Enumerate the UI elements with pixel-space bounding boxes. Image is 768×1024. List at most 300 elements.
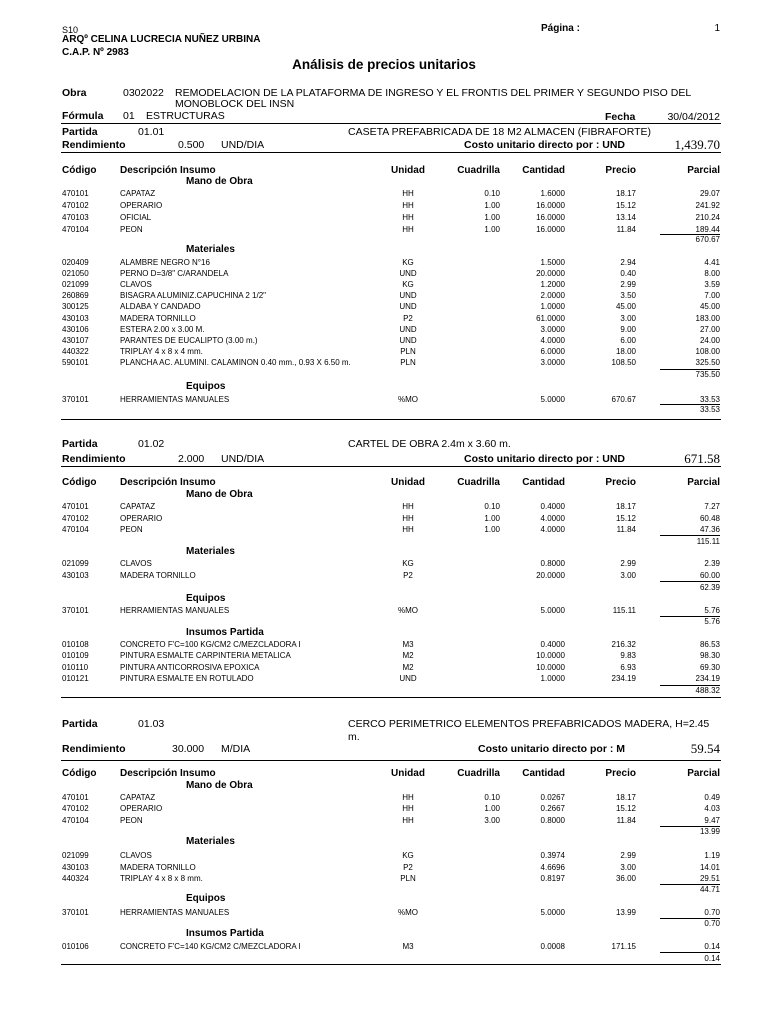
item-parcial: 98.30 [699,651,720,661]
item-cantidad: 1.0000 [540,674,565,684]
item-cantidad: 4.0000 [540,525,565,534]
rendimiento-label: Rendimiento [62,743,126,755]
item-description: PINTURA ESMALTE EN ROTULADO [120,674,254,684]
item-description: ESTERA 2.00 x 3.00 M. [120,324,205,334]
item-precio: 108.50 [611,357,636,367]
item-cantidad: 0.0267 [540,793,565,802]
item-parcial: 2.39 [704,559,720,568]
item-precio: 0.40 [620,269,636,279]
item-precio: 18.17 [615,189,636,198]
item-description: PEON [120,225,143,234]
item-description: PINTURA ANTICORROSIVA EPOXICA [120,662,260,672]
rendimiento-label: Rendimiento [62,139,126,151]
item-unit: P2 [403,862,413,872]
table-row [0,514,768,524]
item-description: OPERARIO [120,513,163,523]
item-parcial: 3.59 [704,280,720,290]
item-unit: HH [402,502,414,511]
table-row [0,804,768,814]
item-precio: 3.00 [620,313,636,323]
item-description: HERRAMIENTAS MANUALES [120,606,230,615]
item-precio: 216.32 [611,640,636,649]
item-unit: KG [402,258,414,267]
partida-code: 01.03 [138,718,165,730]
col-parcial: Parcial [687,477,720,488]
partida-code: 01.02 [138,438,165,450]
cap-number: C.A.P. Nº 2983 [62,47,129,58]
table-row [0,258,768,268]
item-precio: 3.50 [620,291,636,301]
item-cantidad: 10.0000 [536,662,565,672]
item-unit: KG [402,559,414,568]
item-description: PERNO D=3/8" C/ARANDELA [120,269,229,279]
item-description: OPERARIO [120,804,163,814]
partida-name: CARTEL DE OBRA 2.4m x 3.60 m. [348,438,511,450]
item-cuadrilla: 1.00 [484,804,500,814]
item-code: 470104 [62,525,89,534]
item-cantidad: 5.0000 [540,395,565,404]
item-unit: UND [399,291,417,301]
divider [61,964,721,965]
item-unit: HH [402,793,414,802]
item-parcial: 9.47 [704,815,720,825]
item-precio: 115.11 [612,606,636,615]
item-cantidad: 5.0000 [540,606,565,615]
rendimiento-unit: M/DIA [221,743,251,755]
item-parcial: 325.50 [695,357,720,367]
item-code: 010109 [62,651,89,661]
page-title: Análisis de precios unitarios [292,57,476,72]
item-parcial: 60.48 [699,513,720,523]
partida-name-line1: CERCO PERIMETRICO ELEMENTOS PREFABRICADOS MADERA, H=2.45 [348,718,710,730]
item-unit: HH [402,525,414,534]
item-parcial: 4.03 [704,804,720,814]
divider [61,760,721,761]
item-description: CLAVOS [120,280,152,290]
subtotal-mano-obra: 115.11 [696,537,720,546]
col-cuadrilla: Cuadrilla [457,477,500,488]
item-unit: UND [399,674,417,684]
rendimiento-value: 0.500 [178,139,205,151]
rendimiento-unit: UND/DIA [221,453,265,465]
item-description: CONCRETO F'C=100 KG/CM2 C/MEZCLADORA I [120,640,301,649]
col-precio: Precio [605,768,636,779]
item-code: 021099 [62,559,89,568]
item-code: 440322 [62,346,89,356]
group-materiales: Materiales [186,244,235,255]
item-parcial: 5.76 [704,606,720,615]
item-cantidad: 5.0000 [540,908,565,917]
item-precio: 18.17 [615,502,636,511]
table-row [0,291,768,301]
costo-label: Costo unitario directo por : M [478,743,625,755]
subtotal-equipos: 0.70 [704,919,720,928]
group-equipos: Equipos [186,381,226,392]
item-description: MADERA TORNILLO [120,313,196,323]
item-unit: P2 [403,570,413,580]
item-cuadrilla: 0.10 [484,502,500,511]
item-code: 021050 [62,269,89,279]
item-code: 370101 [62,395,89,404]
item-code: 370101 [62,908,89,917]
item-description: CAPATAZ [120,502,156,511]
rendimiento-value: 30.000 [172,743,205,755]
item-parcial: 14.01 [699,862,720,872]
item-parcial: 45.00 [699,302,720,312]
subtotal-materiales: 735.50 [695,370,720,379]
obra-code: 0302022 [123,87,164,99]
group-mano-obra: Mano de Obra [186,489,253,500]
item-precio: 2.99 [620,280,636,290]
item-unit: HH [402,804,414,814]
item-precio: 11.84 [616,525,636,534]
fecha-value: 30/04/2012 [667,111,720,123]
item-parcial: 4.41 [704,258,720,267]
col-cuadrilla: Cuadrilla [457,165,500,176]
obra-label: Obra [62,87,87,99]
item-parcial: 8.00 [704,269,720,279]
item-description: TRIPLAY 4 x 8 x 4 mm. [120,346,203,356]
costo-value: 671.58 [684,451,720,466]
item-cuadrilla: 3.00 [484,815,500,825]
table-row [0,525,768,535]
col-codigo: Código [62,165,97,176]
subtotal-mano-obra: 13.99 [699,827,720,836]
item-precio: 11.84 [616,225,636,234]
item-description: PLANCHA AC. ALUMINI. CALAMINON 0.40 mm., 0.93 X 6.50 m. [120,357,351,367]
item-precio: 3.00 [620,570,636,580]
table-row [0,347,768,357]
item-precio: 234.19 [611,674,636,684]
item-unit: %MO [398,395,418,404]
col-cuadrilla: Cuadrilla [457,768,500,779]
item-parcial: 69.30 [699,662,720,672]
table-row [0,269,768,279]
table-row [0,395,768,405]
item-precio: 6.00 [620,335,636,345]
table-row [0,336,768,346]
partida-label: Partida [62,718,98,730]
item-unit: HH [402,189,414,198]
table-row [0,651,768,661]
item-cuadrilla: 1.00 [484,201,500,210]
item-parcial: 183.00 [695,313,720,323]
item-cantidad: 16.0000 [536,213,565,222]
subtotal-materiales: 44.71 [699,885,720,894]
item-description: PARANTES DE EUCALIPTO (3.00 m.) [120,335,258,345]
item-unit: UND [399,302,417,312]
item-parcial: 1.19 [704,851,720,860]
item-cantidad: 3.0000 [540,324,565,334]
page-label: Página : [541,23,580,34]
item-cantidad: 4.0000 [540,335,565,345]
item-parcial: 27.00 [699,324,720,334]
item-cantidad: 1.0000 [540,302,565,312]
item-unit: M2 [402,651,414,661]
item-cantidad: 20.0000 [536,269,565,279]
col-cantidad: Cantidad [522,477,565,488]
item-cuadrilla: 1.00 [484,513,500,523]
item-cantidad: 0.8197 [540,874,565,883]
item-parcial: 210.24 [695,213,720,222]
item-description: MADERA TORNILLO [120,570,196,580]
item-cantidad: 0.8000 [540,815,565,825]
item-cuadrilla: 1.00 [484,213,500,222]
divider [61,466,721,467]
software-code: S10 [62,25,79,35]
group-equipos: Equipos [186,593,226,604]
partida-code: 01.01 [138,126,165,138]
item-unit: PLN [400,346,416,356]
item-unit: %MO [398,606,418,615]
item-parcial: 0.70 [704,908,720,917]
item-code: 010121 [62,674,89,684]
item-code: 021099 [62,851,89,860]
item-code: 440324 [62,874,89,883]
fecha-label: Fecha [605,111,636,123]
item-cuadrilla: 1.00 [484,525,500,534]
item-precio: 6.93 [620,662,636,672]
item-cantidad: 16.0000 [536,225,565,234]
item-unit: %MO [398,908,418,917]
item-description: MADERA TORNILLO [120,862,196,872]
item-description: HERRAMIENTAS MANUALES [120,908,230,917]
item-code: 470102 [62,201,89,210]
item-description: CLAVOS [120,559,152,568]
subtotal-insumos-partida: 488.32 [695,686,720,695]
item-cuadrilla: 1.00 [484,225,500,234]
table-row [0,358,768,368]
item-code: 470101 [62,793,89,802]
table-row [0,942,768,952]
col-precio: Precio [605,165,636,176]
item-description: OFICIAL [120,213,152,222]
item-code: 370101 [62,606,89,615]
item-code: 430107 [62,335,89,345]
obra-description-line2: MONOBLOCK DEL INSN [175,98,295,110]
author-name: ARQº CELINA LUCRECIA NUÑEZ URBINA [62,34,261,45]
item-parcial: 33.53 [699,395,720,404]
item-precio: 18.00 [615,346,636,356]
item-parcial: 234.19 [695,674,720,684]
table-row [0,863,768,873]
table-row [0,663,768,673]
item-code: 021099 [62,280,89,290]
item-cantidad: 61.0000 [536,313,565,323]
item-parcial: 0.49 [704,793,720,802]
col-descripcion: Descripción Insumo [120,165,216,176]
item-description: HERRAMIENTAS MANUALES [120,395,230,404]
item-precio: 2.99 [620,851,636,860]
item-cantidad: 10.0000 [536,651,565,661]
group-mano-obra: Mano de Obra [186,176,253,187]
item-description: CAPATAZ [120,793,156,802]
col-unidad: Unidad [391,477,425,488]
item-code: 260869 [62,291,89,301]
item-cantidad: 6.0000 [540,346,565,356]
item-unit: HH [402,213,414,222]
item-cantidad: 0.2667 [540,804,565,814]
item-parcial: 47.36 [699,525,720,534]
item-code: 430106 [62,324,89,334]
item-code: 010110 [62,662,89,672]
item-cuadrilla: 0.10 [484,189,500,198]
item-cantidad: 1.5000 [540,258,565,267]
item-description: OPERARIO [120,201,163,210]
table-row [0,189,768,199]
item-description: CONCRETO F'C=140 KG/CM2 C/MEZCLADORA I [120,942,301,951]
col-precio: Precio [605,477,636,488]
partida-label: Partida [62,126,98,138]
rendimiento-label: Rendimiento [62,453,126,465]
table-row [0,559,768,569]
item-code: 470102 [62,513,89,523]
item-code: 470103 [62,213,89,222]
item-description: BISAGRA ALUMINIZ.CAPUCHINA 2 1/2" [120,291,266,301]
col-unidad: Unidad [391,768,425,779]
item-parcial: 86.53 [699,640,720,649]
item-cantidad: 3.0000 [540,357,565,367]
col-parcial: Parcial [687,165,720,176]
item-parcial: 241.92 [695,201,720,210]
item-code: 470101 [62,189,89,198]
divider [61,419,721,420]
table-row [0,816,768,826]
item-parcial: 29.51 [699,874,720,883]
table-row [0,851,768,861]
item-unit: UND [399,335,417,345]
formula-name: ESTRUCTURAS [146,110,225,122]
item-description: ALAMBRE NEGRO N°16 [120,258,210,267]
item-code: 590101 [62,357,89,367]
item-parcial: 60.00 [699,570,720,580]
item-description: CLAVOS [120,851,152,860]
obra-description-line1: REMODELACION DE LA PLATAFORMA DE INGRESO Y EL FRONTIS DEL PRIMER Y SEGUNDO PISO DEL [175,87,692,99]
item-code: 470104 [62,225,89,234]
item-precio: 670.67 [611,395,636,404]
divider [61,152,721,153]
item-precio: 18.17 [615,793,636,802]
table-row [0,793,768,803]
item-precio: 13.14 [615,213,636,222]
item-parcial: 7.00 [704,291,720,301]
item-unit: P2 [403,313,413,323]
item-code: 430103 [62,313,89,323]
item-cantidad: 0.4000 [540,502,565,511]
group-materiales: Materiales [186,836,235,847]
partida-name: CASETA PREFABRICADA DE 18 M2 ALMACEN (FIBRAFORTE) [348,126,652,138]
item-cantidad: 0.4000 [540,640,565,649]
item-unit: HH [402,815,414,825]
item-cantidad: 0.0008 [540,942,565,951]
subtotal-equipos: 5.76 [704,617,720,626]
group-materiales: Materiales [186,546,235,557]
item-precio: 13.99 [615,908,636,917]
item-code: 430103 [62,570,89,580]
item-precio: 2.94 [620,258,636,267]
item-parcial: 108.00 [695,346,720,356]
item-parcial: 189.44 [695,225,720,234]
table-row [0,874,768,884]
item-precio: 3.00 [620,862,636,872]
item-description: ALDABA Y CANDADO [120,302,201,312]
col-descripcion: Descripción Insumo [120,768,216,779]
item-precio: 15.12 [615,804,636,814]
table-row [0,225,768,235]
item-unit: PLN [400,357,416,367]
costo-label: Costo unitario directo por : UND [464,139,625,151]
costo-label: Costo unitario directo por : UND [464,453,625,465]
item-description: PEON [120,525,143,534]
table-row [0,314,768,324]
item-cantidad: 0.3974 [540,851,565,860]
item-code: 020409 [62,258,89,267]
item-description: TRIPLAY 4 x 8 x 8 mm. [120,874,203,883]
item-unit: UND [399,324,417,334]
item-parcial: 24.00 [699,335,720,345]
costo-value: 59.54 [690,741,720,756]
col-codigo: Código [62,768,97,779]
item-unit: PLN [400,874,416,883]
item-unit: UND [399,269,417,279]
item-parcial: 29.07 [699,189,720,198]
col-cantidad: Cantidad [522,165,565,176]
item-cuadrilla: 0.10 [484,793,500,802]
item-cantidad: 2.0000 [540,291,565,301]
item-unit: M3 [402,640,414,649]
table-row [0,280,768,290]
divider [61,697,721,698]
item-parcial: 0.14 [704,942,720,951]
group-mano-obra: Mano de Obra [186,780,253,791]
table-row [0,201,768,211]
table-row [0,302,768,312]
item-unit: KG [402,280,414,290]
item-precio: 2.99 [620,559,636,568]
partida-label: Partida [62,438,98,450]
item-cantidad: 4.0000 [540,513,565,523]
table-row [0,325,768,335]
item-unit: M3 [402,942,414,951]
item-precio: 45.00 [615,302,636,312]
item-code: 010108 [62,640,89,649]
col-unidad: Unidad [391,165,425,176]
table-row [0,213,768,223]
item-precio: 15.12 [615,201,636,210]
item-cantidad: 1.2000 [540,280,565,290]
group-insumos-partida: Insumos Partida [186,627,264,638]
item-code: 430103 [62,862,89,872]
item-cantidad: 20.0000 [536,570,565,580]
table-row [0,606,768,616]
partida-name-line2: m. [348,731,360,743]
item-cantidad: 0.8000 [540,559,565,568]
col-codigo: Código [62,477,97,488]
item-description: PINTURA ESMALTE CARPINTERIA METALICA [120,651,291,661]
item-unit: HH [402,201,414,210]
item-precio: 9.83 [620,651,636,661]
item-description: PEON [120,815,143,825]
item-unit: KG [402,851,414,860]
subtotal-materiales: 62.39 [699,583,720,592]
item-precio: 171.15 [611,942,636,951]
page-number: 1 [714,23,720,34]
item-code: 470102 [62,804,89,814]
group-insumos-partida: Insumos Partida [186,928,264,939]
group-equipos: Equipos [186,893,226,904]
table-row [0,640,768,650]
rendimiento-unit: UND/DIA [221,139,265,151]
